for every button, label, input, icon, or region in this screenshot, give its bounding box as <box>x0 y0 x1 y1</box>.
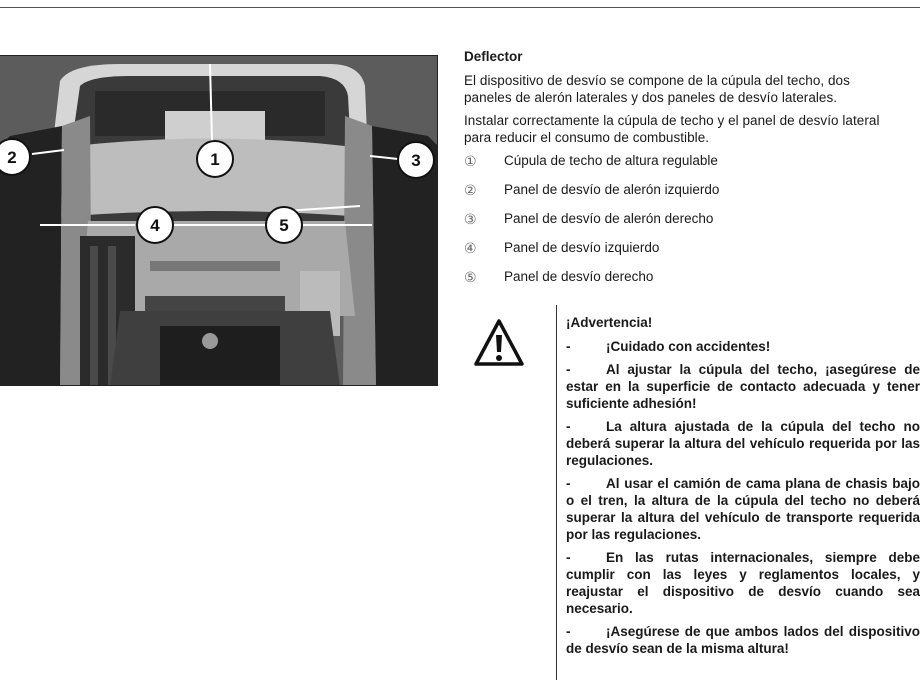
warning-item <box>566 549 920 617</box>
svg-text:4: 4 <box>150 216 160 235</box>
warning-item <box>566 475 920 543</box>
item-label: Panel de desvío de alerón derecho <box>504 211 714 226</box>
item-number: ① <box>464 153 477 169</box>
warning-item <box>566 361 920 412</box>
item-label: Panel de desvío izquierdo <box>504 240 660 255</box>
install-line-2: para reducir el consumo de combustible. <box>464 130 710 145</box>
warning-text: En las rutas internacionales, siempre debe cumplir con las leyes y reglamentos locales, y reajustar el dispositivo de desvío cuando sea necesario. <box>566 550 920 616</box>
item-label: Cúpula de techo de altura regulable <box>504 153 718 168</box>
item-label: Panel de desvío derecho <box>504 269 654 284</box>
svg-text:1: 1 <box>210 150 220 169</box>
truck-illustration <box>0 56 438 386</box>
top-rule <box>0 7 920 8</box>
bullet-dash: - <box>566 476 571 491</box>
description-column <box>464 48 920 297</box>
warning-text: Al usar el camión de cama plana de chasis bajo o el tren, la altura de la cúpula del techo no deberá superar la altura del vehículo de transporte requerida por las regulaciones. <box>566 476 920 542</box>
bullet-dash: - <box>566 362 571 377</box>
list-item <box>464 152 920 181</box>
intro-line-1: El dispositivo de desvío se compone de la cúpula del techo, dos <box>464 73 850 88</box>
list-item <box>464 239 920 268</box>
bullet-dash: - <box>566 624 571 639</box>
list-item <box>464 268 920 297</box>
truck-rear-figure <box>0 55 438 386</box>
callout-3 <box>398 142 434 178</box>
bullet-dash: - <box>566 339 571 354</box>
section-heading: Deflector <box>464 49 523 64</box>
warning-text: ¡Cuidado con accidentes! <box>606 339 771 354</box>
item-label: Panel de desvío de alerón izquierdo <box>504 182 720 197</box>
warning-item <box>566 418 920 469</box>
warning-block <box>566 314 920 663</box>
warning-divider <box>556 305 557 680</box>
warning-text: La altura ajustada de la cúpula del techo no deberá superar la altura del vehículo requerida por las regulaciones. <box>566 419 920 468</box>
bullet-dash: - <box>566 550 571 565</box>
list-item <box>464 181 920 210</box>
warning-text: ¡Asegúrese de que ambos lados del dispositivo de desvío sean de la misma altura! <box>566 624 920 656</box>
item-number: ④ <box>464 240 477 256</box>
bullet-dash: - <box>566 419 571 434</box>
callout-1 <box>197 141 233 177</box>
warning-text: Al ajustar la cúpula del techo, ¡asegúrese de estar en la superficie de contacto adecuada y tener suficiente adhesión! <box>566 362 920 411</box>
install-line-1: Instalar correctamente la cúpula de techo y el panel de desvío lateral <box>464 113 880 128</box>
warning-triangle-icon <box>474 318 524 376</box>
intro-paragraph <box>464 72 920 106</box>
warning-title: ¡Advertencia! <box>566 315 653 330</box>
callout-4 <box>137 207 173 243</box>
warning-item <box>566 338 920 355</box>
item-number: ② <box>464 182 477 198</box>
intro-line-2: paneles de alerón laterales y dos paneles de desvío laterales. <box>464 90 838 105</box>
svg-text:5: 5 <box>279 216 289 235</box>
callout-2 <box>0 139 30 175</box>
callout-5 <box>266 207 302 243</box>
install-paragraph <box>464 112 920 146</box>
item-number: ③ <box>464 211 477 227</box>
warning-item <box>566 623 920 657</box>
svg-text:3: 3 <box>411 151 421 170</box>
svg-text:2: 2 <box>7 148 17 167</box>
item-number: ⑤ <box>464 269 477 285</box>
parts-list <box>464 152 920 297</box>
list-item <box>464 210 920 239</box>
